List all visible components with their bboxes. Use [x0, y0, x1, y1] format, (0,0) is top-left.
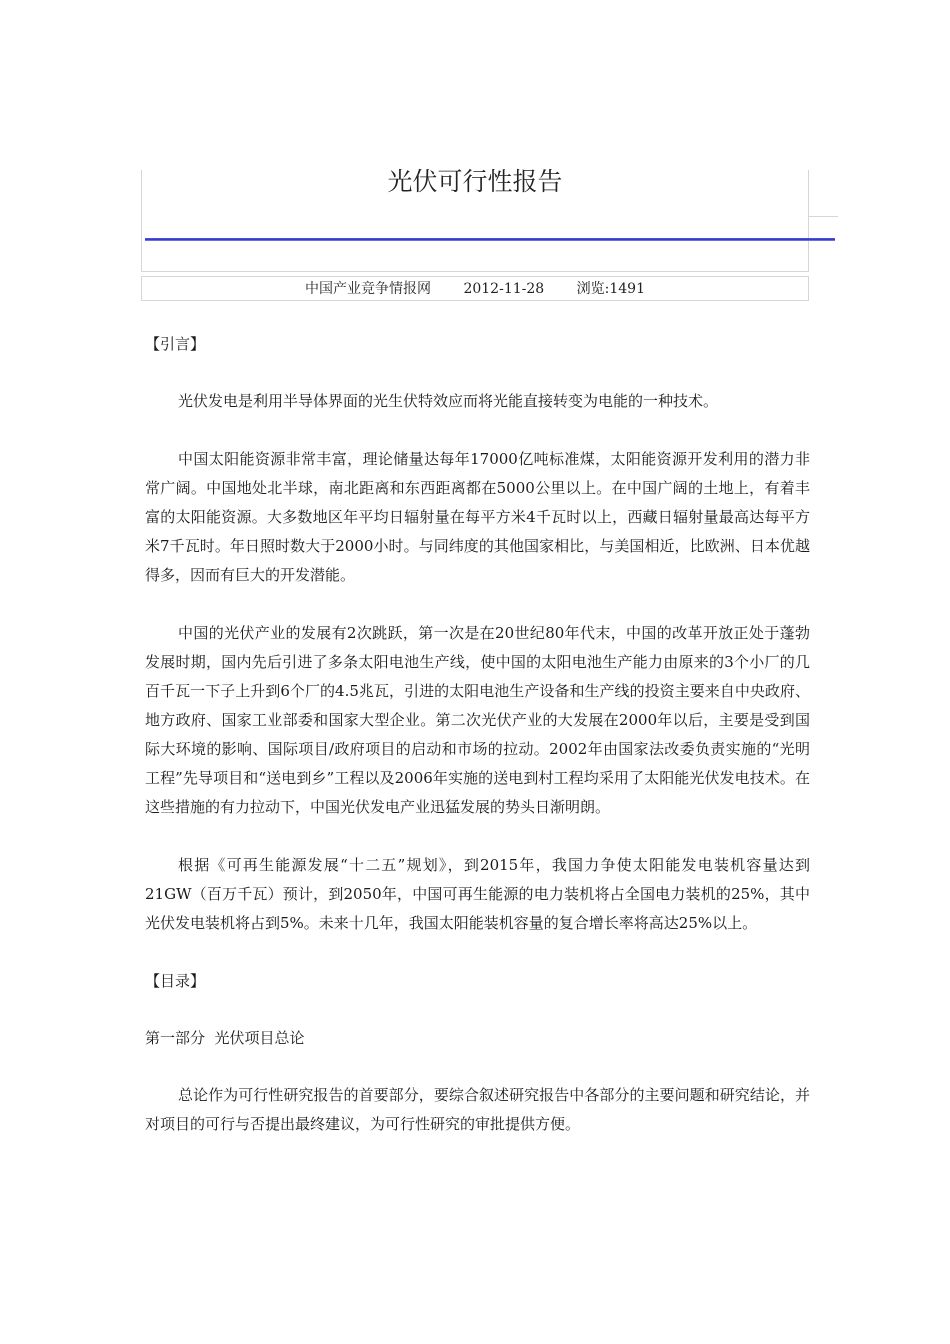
paragraph-plan-outlook: 根据《可再生能源发展“十二五”规划》，到2015年，我国力争使太阳能发电装机容量达到21GW（百万千瓦）预计，到2050年，中国可再生能源的电力装机将占全国电力装机的25%，其中光伏发电装机将占到5%。未来十几年，我国太阳能装机容量的复合增长率将高达25%以上。 — [145, 856, 810, 932]
paragraph-industry-history: 中国的光伏产业的发展有2次跳跃，第一次是在20世纪80年代末，中国的改革开放正处于蓬勃发展时期，国内先后引进了多条太阳电池生产线，使中国的太阳电池生产能力由原来的3个小厂的几百千瓦一下子上升到6个厂的4.5兆瓦，引进的太阳电池生产设备和生产线的投资主要来自中央政府、地方政府、国家工业部委和国家大型企业。第二次光伏产业的大发展在2000年以后，主要是受到国际大环境的影响、国际项目/政府项目的启动和市场的拉动。2002年由国家法改委负责实施的“光明工程”先导项目和“送电到乡”工程以及2006年实施的送电到村工程均采用了太阳能光伏发电技术。在这些措施的有力拉动下，中国光伏发电产业迅猛发展的势头日渐明朗。 — [145, 624, 810, 816]
article-body — [145, 330, 810, 1168]
article-meta-bar — [141, 276, 809, 301]
paragraph-definition: 光伏发电是利用半导体界面的光生伏特效应而将光能直接转变为电能的一种技术。 — [178, 392, 719, 410]
header-frame-notch — [808, 216, 838, 217]
publish-date: 2012-11-28 — [463, 281, 545, 297]
page-title: 光伏可行性报告 — [387, 167, 563, 196]
intro-heading: 【引言】 — [145, 335, 206, 353]
part1-heading: 第一部分 光伏项目总论 — [145, 1029, 305, 1047]
title-divider — [145, 238, 835, 241]
toc-heading: 【目录】 — [145, 972, 206, 990]
paragraph-solar-resources: 中国太阳能资源非常丰富，理论储量达每年17000亿吨标准煤，太阳能资源开发利用的潜力非常广阔。中国地处北半球，南北距离和东西距离都在5000公里以上。在中国广阔的土地上，有着丰富的太阳能资源。大多数地区年平均日辐射量在每平方米4千瓦时以上，西藏日辐射量最高达每平方米7千瓦时。年日照时数大于2000小时。与同纬度的其他国家相比，与美国相近，比欧洲、日本优越得多，因而有巨大的开发潜能。 — [145, 450, 810, 584]
view-count: 浏览:1491 — [576, 281, 645, 297]
source-label: 中国产业竞争情报网 — [305, 281, 431, 297]
paragraph-summary: 总论作为可行性研究报告的首要部分，要综合叙述研究报告中各部分的主要问题和研究结论，并对项目的可行与否提出最终建议，为可行性研究的审批提供方便。 — [145, 1086, 810, 1133]
